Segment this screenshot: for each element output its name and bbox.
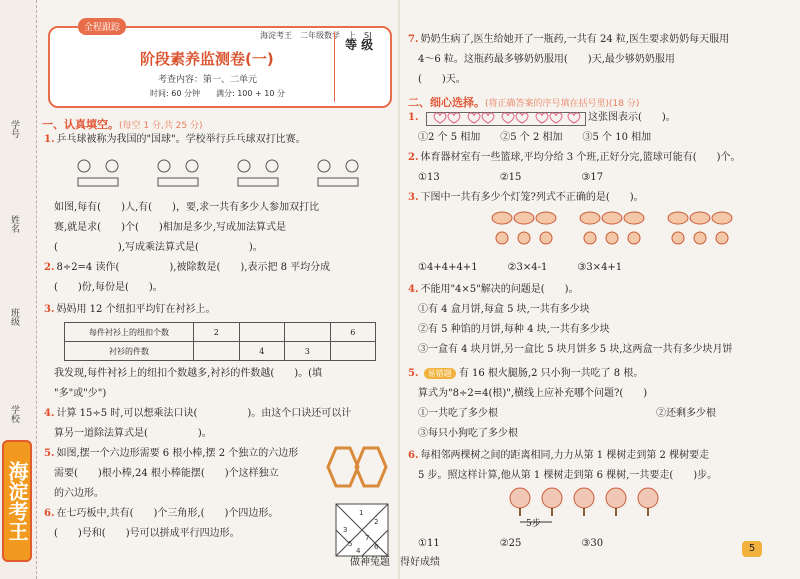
fill-q5-line-c: 的六边形。 [54, 488, 104, 499]
choice-q5-line-b: 算式为"8÷2=4(根)",横线上应补充哪个问题?( ) [418, 388, 648, 399]
fill-q5-line-b: 需要( )根小棒,24 根小棒能摆( )个这样独立 [54, 468, 279, 479]
exam-time-score: 时间: 60 分钟 满分: 100 + 10 分 [150, 89, 285, 98]
exam-scope: 考查内容：第一、二单元 [158, 75, 258, 85]
choice-q3-options: ①4+4+4+1 ②3×4-1 ③3×4+1 [418, 262, 623, 273]
series-tag: 全程跟踪 [78, 18, 126, 35]
fill-q3-line-b: 我发现,每件衬衫上的纽扣个数越多,衬衫的件数越( )。(填 [54, 368, 323, 379]
error-prone-tag: 易错题 [424, 368, 456, 379]
choice-q6-line-b: 5 步。照这样计算,他从第 1 棵树走到第 6 棵树,一共要走( )步。 [418, 470, 718, 481]
hexagon-sticks-illustration [320, 444, 388, 490]
exam-header-card [48, 23, 392, 108]
brand-logo: 海淀考王 [2, 440, 32, 562]
fill-q4-line-b: 算另一道除法算式是( )。 [54, 428, 212, 439]
fill-q7: 7. 奶奶生病了,医生给她开了一瓶药,一共有 24 粒,医生要求奶奶每天服用 [408, 34, 730, 45]
choice-q1-stem: 这张图表示( )。 [588, 112, 676, 123]
fill-q4: 4. 计算 15÷5 时,可以想乘法口诀( )。由这个口诀还可以计 [44, 408, 352, 419]
fill-q7-line-c: ( )天。 [418, 74, 466, 85]
fill-q3: 3. 妈妈用 12 个纽扣平均钉在衬衫上。 [44, 304, 216, 315]
page-number: 5 [742, 541, 762, 557]
choice-q5-option-2: ②还剩多少根 [656, 408, 716, 419]
name-label: 姓名 [9, 215, 19, 233]
fill-q6-line-b: ( )号和( )号可以拼成平行四边形。 [54, 528, 240, 539]
pingpong-players-illustration [64, 156, 364, 198]
choice-q5: 5. 易错题 有 16 根火腿肠,2 只小狗一共吃了 8 根。 [408, 368, 644, 379]
left-column [40, 8, 392, 573]
svg-text:4: 4 [356, 547, 361, 555]
fill-q6: 6. 在七巧板中,共有( )个三角形,( )个四边形。 [44, 508, 279, 519]
choice-q6: 6. 每相邻两棵树之间的距离相同,力力从第 1 棵树走到第 2 棵树要走 [408, 450, 710, 461]
lanterns-illustration [486, 206, 746, 252]
grade-box [334, 32, 387, 102]
buttons-shirts-table [64, 322, 376, 361]
choice-q1: 1. [408, 112, 419, 123]
svg-text:5: 5 [348, 540, 353, 548]
svg-text:6: 6 [374, 543, 379, 551]
section2-title: 二、细心选择。(将正确答案的序号填在括号里)(18 分) [408, 96, 640, 109]
choice-q1-options: ①2 个 5 相加 ②5 个 2 相加 ③5 个 10 相加 [418, 132, 652, 143]
fill-q1-line-c: ( ),写成乘法算式是( )。 [54, 242, 263, 253]
fill-q1-line-a: 如图,每有( )人,有( )，要,求一共有多少人参加双打比 [54, 202, 320, 213]
table-row: 每件衬衫上的纽扣个数 2 6 [65, 323, 376, 342]
choice-q4: 4. 不能用"4×5"解决的问题是( )。 [408, 284, 579, 295]
choice-q5-option-1: ①一共吃了多少根 [418, 408, 498, 419]
choice-q2-options: ①13 ②15 ③17 [418, 172, 604, 183]
choice-q5-option-3: ③每只小狗吃了多少根 [418, 428, 518, 439]
student-number-label: 学号 [9, 120, 19, 138]
svg-text:3: 3 [343, 526, 348, 534]
choice-q6-options: ①11 ②25 ③30 [418, 538, 604, 549]
fill-q3-line-c: "多"或"少") [54, 388, 107, 399]
fill-q5: 5. 如图,摆一个六边形需要 6 根小棒,摆 2 个独立的六边形 [44, 448, 299, 459]
book-info: 海淀考王 二年级数学 上 SJ [260, 31, 372, 40]
exam-title: 阶段素养监测卷(一) [140, 50, 274, 68]
choice-q2: 2. 体育器材室有一些篮球,平均分给 3 个班,正好分完,篮球可能有( )个。 [408, 152, 741, 163]
choice-q4-option-3: ③一盒有 4 块月饼,另一盒比 5 块月饼多 5 块,这两盒一共有多少块月饼 [418, 344, 733, 355]
svg-text:7: 7 [365, 534, 370, 542]
fill-q7-line-b: 4～6 粒。这瓶药最多够奶奶服用( )天,最少够奶奶服用 [418, 54, 675, 65]
page-fold [398, 0, 400, 579]
binding-strip [0, 0, 37, 579]
table-row: 衬衫的件数 4 3 [65, 342, 376, 361]
footer-motto: 做神兔题 得好成绩 [350, 557, 440, 568]
grade-label: 等 级 [345, 38, 374, 52]
svg-text:1: 1 [359, 509, 364, 517]
fill-q1-line-b: 赛,就是求( )个( )相加是多少,写成加法算式是 [54, 222, 286, 233]
fill-q2: 2. 8÷2=4 读作( ),被除数是( ),表示把 8 平均分成 [44, 262, 331, 273]
school-label: 学校 [9, 405, 19, 423]
choice-q4-option-1: ①有 4 盒月饼,每盒 5 块,一共有多少块 [418, 304, 590, 315]
fill-q1: 1. 乒乓球被称为我国的"国球"。学校举行乒乓球双打比赛。 [44, 134, 306, 145]
svg-text:2: 2 [374, 518, 379, 526]
right-column [406, 8, 790, 573]
section1-title: 一、认真填空。(每空 1 分,共 25 分) [42, 118, 203, 131]
hearts-illustration [426, 112, 586, 126]
fill-q2-line-b: ( )份,每份是( )。 [54, 282, 163, 293]
choice-q3: 3. 下图中一共有多少个灯笼?列式不正确的是( )。 [408, 192, 644, 203]
step-label: 5步 [526, 519, 541, 529]
tangram-illustration [334, 502, 390, 558]
choice-q4-option-2: ②有 5 种馅的月饼,每种 4 块,一共有多少块 [418, 324, 610, 335]
class-label: 班级 [9, 308, 19, 326]
